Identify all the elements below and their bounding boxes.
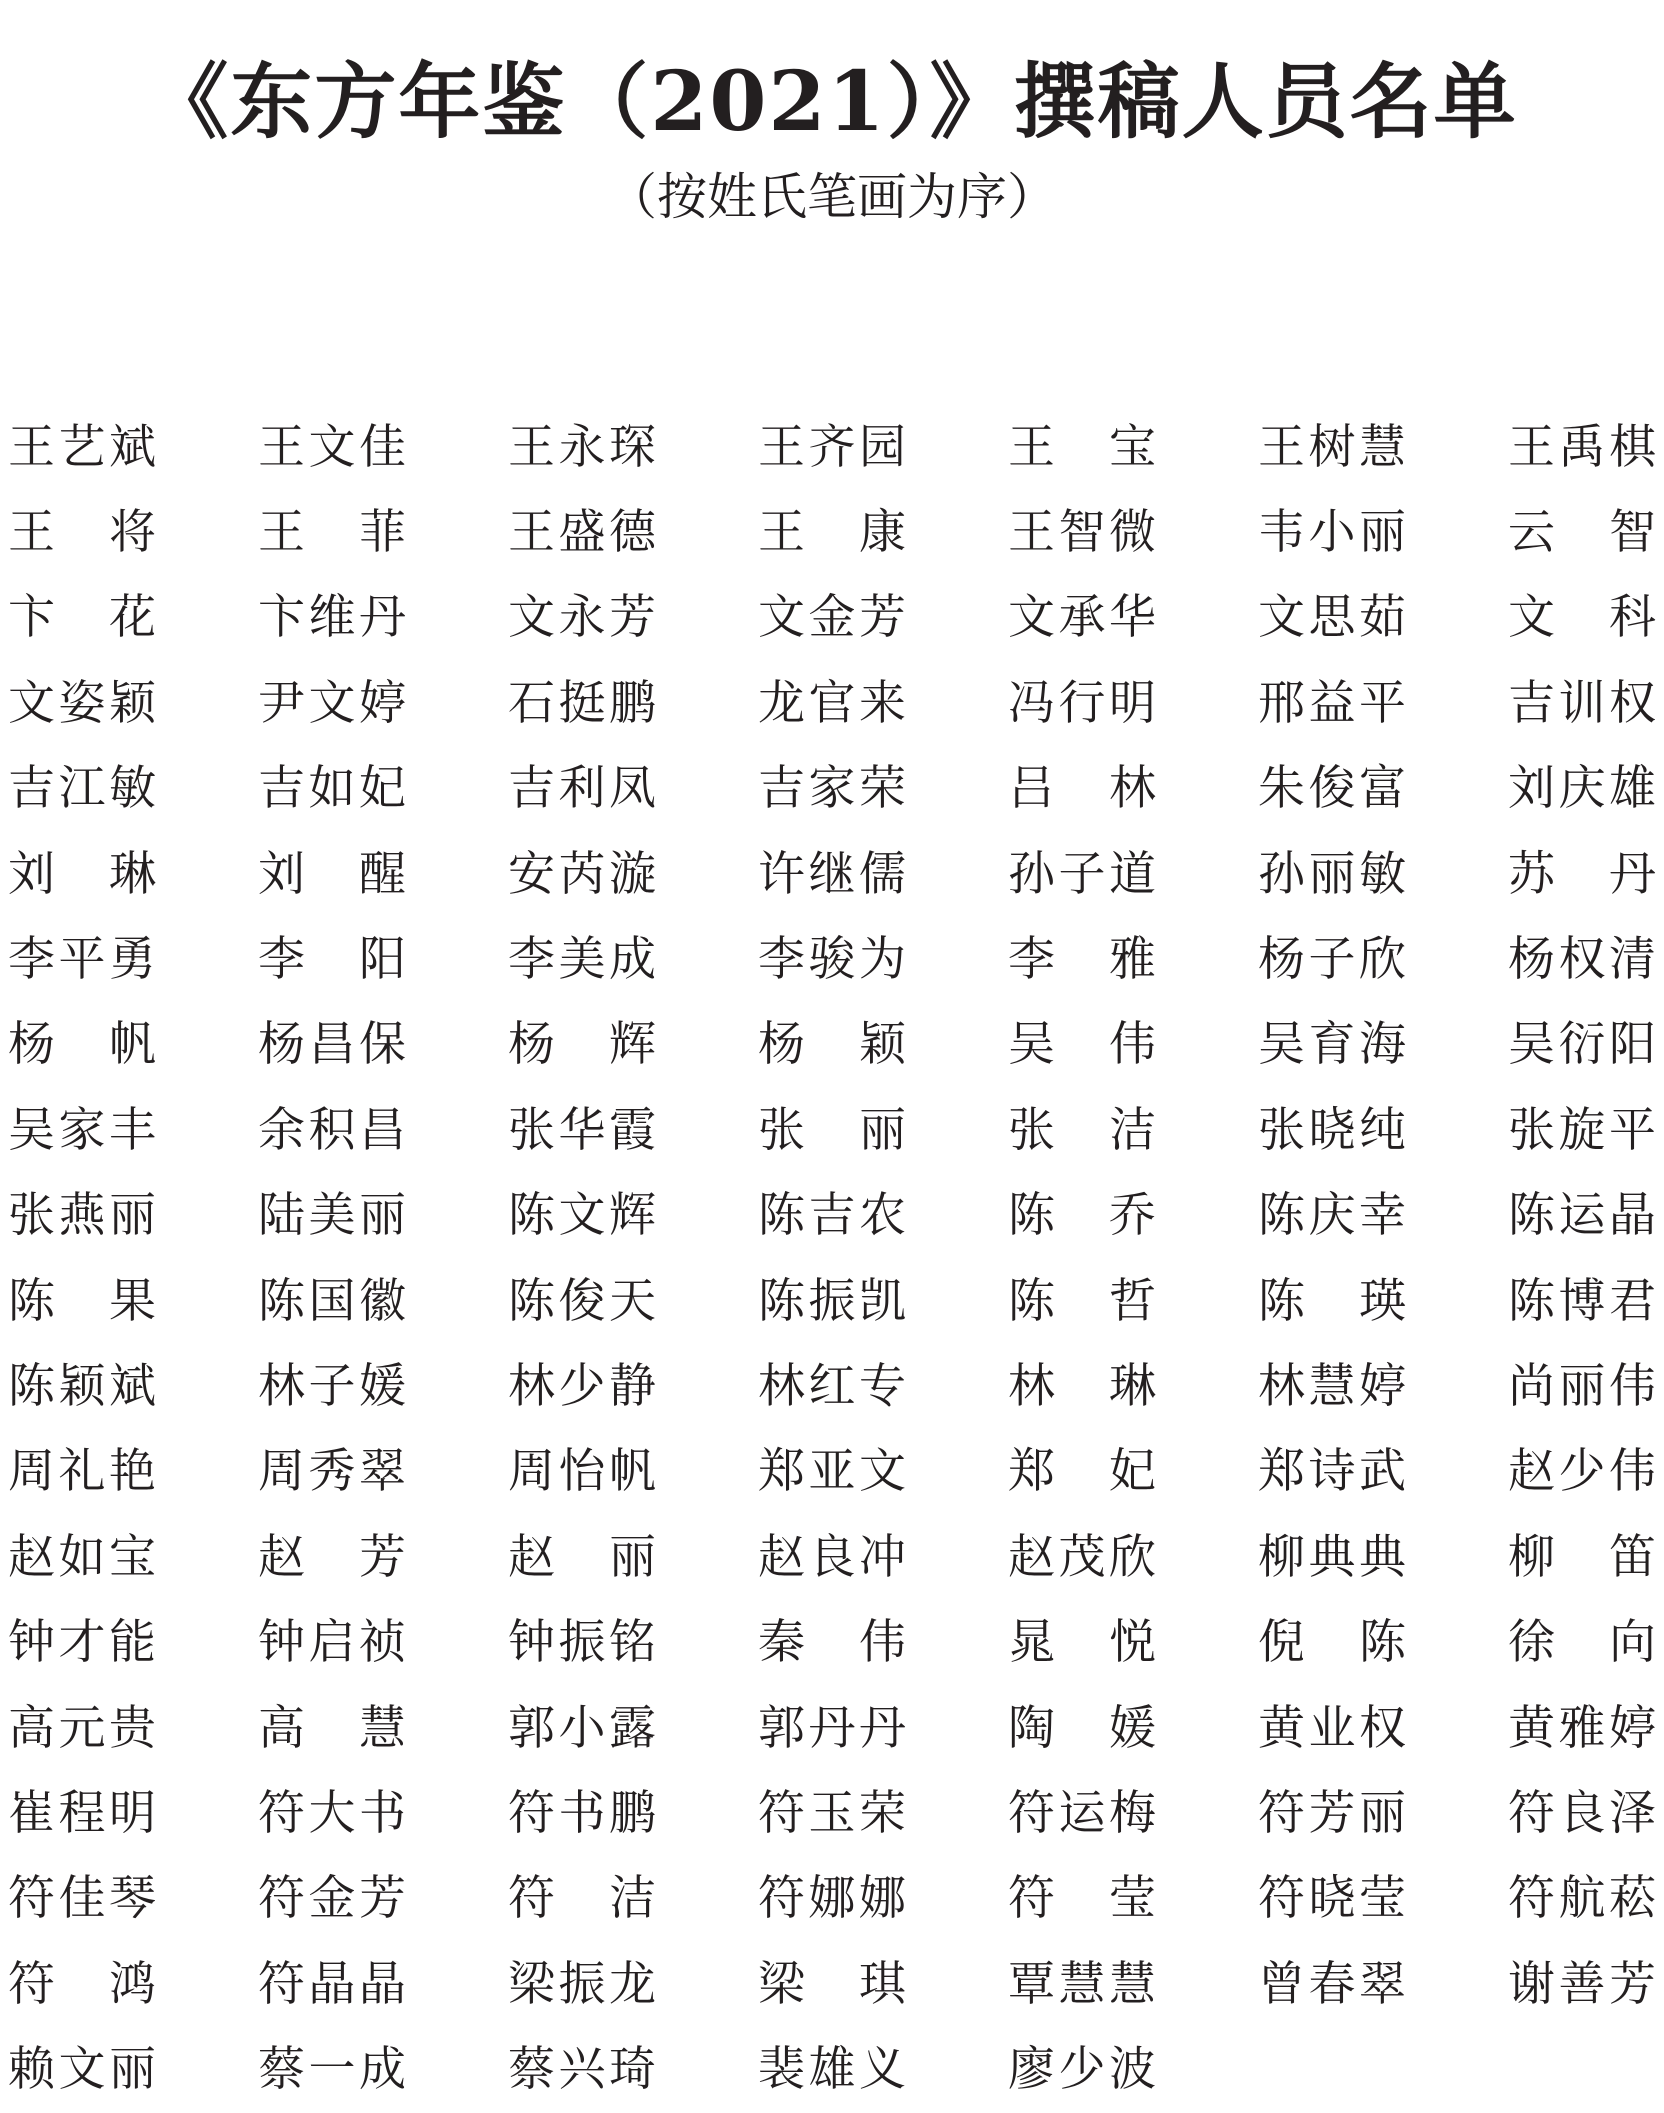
contributor-name: 符佳琴 bbox=[8, 1871, 156, 1927]
contributor-name: 王 菲 bbox=[258, 505, 406, 561]
contributor-name: 余积昌 bbox=[258, 1102, 406, 1158]
contributor-name: 尚丽伟 bbox=[1508, 1358, 1656, 1414]
contributor-name: 杨权清 bbox=[1508, 932, 1656, 988]
contributor-name: 陈颖斌 bbox=[8, 1358, 156, 1414]
contributor-name: 许继儒 bbox=[758, 846, 906, 902]
contributor-name: 安芮漩 bbox=[508, 846, 656, 902]
contributor-name: 黄雅婷 bbox=[1508, 1700, 1656, 1756]
contributor-name: 卞维丹 bbox=[258, 590, 406, 646]
contributor-name: 符玉荣 bbox=[758, 1785, 906, 1841]
contributor-name: 晁 悦 bbox=[1008, 1615, 1156, 1671]
contributor-name: 赖文丽 bbox=[8, 2042, 156, 2098]
contributor-name: 王永琛 bbox=[508, 419, 656, 475]
contributor-name: 符 莹 bbox=[1008, 1871, 1156, 1927]
contributor-name: 李骏为 bbox=[758, 932, 906, 988]
contributor-name: 陈博君 bbox=[1508, 1273, 1656, 1329]
contributor-name: 刘 醒 bbox=[258, 846, 406, 902]
contributor-name: 王 将 bbox=[8, 505, 156, 561]
contributor-name: 崔程明 bbox=[8, 1785, 156, 1841]
contributor-name: 符金芳 bbox=[258, 1871, 406, 1927]
contributor-name: 赵如宝 bbox=[8, 1529, 156, 1585]
page-title: 《东方年鉴（2021）》撰稿人员名单 bbox=[146, 54, 1518, 150]
contributor-name: 赵茂欣 bbox=[1008, 1529, 1156, 1585]
contributor-name: 黄业权 bbox=[1258, 1700, 1406, 1756]
contributor-name: 孙丽敏 bbox=[1258, 846, 1406, 902]
contributor-name: 张旋平 bbox=[1508, 1102, 1656, 1158]
contributor-name-list bbox=[8, 405, 1664, 2113]
contributor-name: 李 阳 bbox=[258, 932, 406, 988]
contributor-name: 徐 向 bbox=[1508, 1615, 1656, 1671]
contributor-name: 文思茹 bbox=[1258, 590, 1406, 646]
contributor-name: 杨 帆 bbox=[8, 1017, 156, 1073]
contributor-name: 周怡帆 bbox=[508, 1444, 656, 1500]
contributor-name: 裴雄义 bbox=[758, 2042, 906, 2098]
contributor-name: 张 丽 bbox=[758, 1102, 906, 1158]
contributor-name: 符运梅 bbox=[1008, 1785, 1156, 1841]
contributor-name: 蔡兴琦 bbox=[508, 2042, 656, 2098]
contributor-name: 吕 林 bbox=[1008, 761, 1156, 817]
contributor-name: 谢善芳 bbox=[1508, 1956, 1656, 2012]
contributor-name: 吉利凤 bbox=[508, 761, 656, 817]
contributor-name: 符 鸿 bbox=[8, 1956, 156, 2012]
contributor-name: 吉如妃 bbox=[258, 761, 406, 817]
contributor-name: 符 洁 bbox=[508, 1871, 656, 1927]
contributor-name: 刘 琳 bbox=[8, 846, 156, 902]
contributor-name: 王树慧 bbox=[1258, 419, 1406, 475]
contributor-name: 吴 伟 bbox=[1008, 1017, 1156, 1073]
contributor-name: 邢益平 bbox=[1258, 675, 1406, 731]
contributor-name: 赵 丽 bbox=[508, 1529, 656, 1585]
contributor-name: 文 科 bbox=[1508, 590, 1656, 646]
contributor-name: 林少静 bbox=[508, 1358, 656, 1414]
contributor-name: 覃慧慧 bbox=[1008, 1956, 1156, 2012]
contributor-name: 符晶晶 bbox=[258, 1956, 406, 2012]
contributor-name: 周礼艳 bbox=[8, 1444, 156, 1500]
contributor-name: 孙子道 bbox=[1008, 846, 1156, 902]
contributor-name: 林子媛 bbox=[258, 1358, 406, 1414]
contributor-name: 王禹棋 bbox=[1508, 419, 1656, 475]
contributor-name: 郑诗武 bbox=[1258, 1444, 1406, 1500]
contributor-name: 吴衍阳 bbox=[1508, 1017, 1656, 1073]
contributor-name: 吉家荣 bbox=[758, 761, 906, 817]
contributor-name: 韦小丽 bbox=[1258, 505, 1406, 561]
contributor-name: 钟振铭 bbox=[508, 1615, 656, 1671]
contributor-name: 赵少伟 bbox=[1508, 1444, 1656, 1500]
contributor-name: 高元贵 bbox=[8, 1700, 156, 1756]
contributor-name: 高 慧 bbox=[258, 1700, 406, 1756]
contributor-name: 文姿颖 bbox=[8, 675, 156, 731]
contributor-name: 符航菘 bbox=[1508, 1871, 1656, 1927]
contributor-name: 石挺鹏 bbox=[508, 675, 656, 731]
contributor-name: 张燕丽 bbox=[8, 1188, 156, 1244]
contributor-name: 符娜娜 bbox=[758, 1871, 906, 1927]
contributor-name: 陈吉农 bbox=[758, 1188, 906, 1244]
contributor-name: 吴家丰 bbox=[8, 1102, 156, 1158]
contributor-name: 梁 琪 bbox=[758, 1956, 906, 2012]
page-subtitle: （按姓氏笔画为序） bbox=[607, 168, 1057, 226]
contributor-name: 苏 丹 bbox=[1508, 846, 1656, 902]
contributor-name: 符良泽 bbox=[1508, 1785, 1656, 1841]
contributor-name: 龙官来 bbox=[758, 675, 906, 731]
contributor-name: 郑 妃 bbox=[1008, 1444, 1156, 1500]
contributor-name: 刘庆雄 bbox=[1508, 761, 1656, 817]
contributor-name: 符大书 bbox=[258, 1785, 406, 1841]
contributor-name: 赵良冲 bbox=[758, 1529, 906, 1585]
contributor-name: 杨 颖 bbox=[758, 1017, 906, 1073]
contributor-name: 柳典典 bbox=[1258, 1529, 1406, 1585]
contributor-name: 卞 花 bbox=[8, 590, 156, 646]
contributor-name: 陈俊天 bbox=[508, 1273, 656, 1329]
contributor-name: 陈文辉 bbox=[508, 1188, 656, 1244]
contributor-name: 吴育海 bbox=[1258, 1017, 1406, 1073]
contributor-name: 秦 伟 bbox=[758, 1615, 906, 1671]
contributor-name: 陈 哲 bbox=[1008, 1273, 1156, 1329]
contributor-name: 陈 果 bbox=[8, 1273, 156, 1329]
contributor-name: 杨子欣 bbox=[1258, 932, 1406, 988]
contributor-name: 郭小露 bbox=[508, 1700, 656, 1756]
contributor-name: 杨 辉 bbox=[508, 1017, 656, 1073]
contributor-name: 李平勇 bbox=[8, 932, 156, 988]
contributor-name: 李美成 bbox=[508, 932, 656, 988]
contributor-name: 符书鹏 bbox=[508, 1785, 656, 1841]
contributor-name: 杨昌保 bbox=[258, 1017, 406, 1073]
contributor-name: 倪 陈 bbox=[1258, 1615, 1406, 1671]
contributor-name: 王齐园 bbox=[758, 419, 906, 475]
contributor-name: 王艺斌 bbox=[8, 419, 156, 475]
contributor-name: 周秀翠 bbox=[258, 1444, 406, 1500]
contributor-name: 梁振龙 bbox=[508, 1956, 656, 2012]
contributor-name: 张华霞 bbox=[508, 1102, 656, 1158]
contributor-name: 陈 乔 bbox=[1008, 1188, 1156, 1244]
contributor-name: 张晓纯 bbox=[1258, 1102, 1406, 1158]
contributor-name: 吉训权 bbox=[1508, 675, 1656, 731]
contributor-name: 文承华 bbox=[1008, 590, 1156, 646]
contributor-name: 王 宝 bbox=[1008, 419, 1156, 475]
contributor-name: 柳 笛 bbox=[1508, 1529, 1656, 1585]
contributor-name: 张 洁 bbox=[1008, 1102, 1156, 1158]
contributor-name: 陈 瑛 bbox=[1258, 1273, 1406, 1329]
contributor-name: 陆美丽 bbox=[258, 1188, 406, 1244]
contributor-name: 符晓莹 bbox=[1258, 1871, 1406, 1927]
contributor-name: 吉江敏 bbox=[8, 761, 156, 817]
contributor-name: 陈国徽 bbox=[258, 1273, 406, 1329]
contributor-name: 曾春翠 bbox=[1258, 1956, 1406, 2012]
contributor-name: 林慧婷 bbox=[1258, 1358, 1406, 1414]
contributor-name: 廖少波 bbox=[1008, 2042, 1156, 2098]
contributor-name: 赵 芳 bbox=[258, 1529, 406, 1585]
contributor-name: 钟启祯 bbox=[258, 1615, 406, 1671]
contributor-name: 郭丹丹 bbox=[758, 1700, 906, 1756]
contributor-name: 文永芳 bbox=[508, 590, 656, 646]
contributor-name: 王 康 bbox=[758, 505, 906, 561]
contributor-name: 陶 媛 bbox=[1008, 1700, 1156, 1756]
contributor-name: 林红专 bbox=[758, 1358, 906, 1414]
contributor-name: 蔡一成 bbox=[258, 2042, 406, 2098]
contributor-name: 王智微 bbox=[1008, 505, 1156, 561]
contributor-name: 王文佳 bbox=[258, 419, 406, 475]
contributor-name: 云 智 bbox=[1508, 505, 1656, 561]
contributor-name: 钟才能 bbox=[8, 1615, 156, 1671]
contributor-name: 文金芳 bbox=[758, 590, 906, 646]
contributor-name: 冯行明 bbox=[1008, 675, 1156, 731]
contributor-name: 陈振凯 bbox=[758, 1273, 906, 1329]
contributor-name: 林 琳 bbox=[1008, 1358, 1156, 1414]
contributor-name: 朱俊富 bbox=[1258, 761, 1406, 817]
contributor-name: 陈庆幸 bbox=[1258, 1188, 1406, 1244]
contributor-name: 李 雅 bbox=[1008, 932, 1156, 988]
contributor-name: 郑亚文 bbox=[758, 1444, 906, 1500]
contributor-name: 尹文婷 bbox=[258, 675, 406, 731]
contributor-name: 符芳丽 bbox=[1258, 1785, 1406, 1841]
contributor-name: 王盛德 bbox=[508, 505, 656, 561]
contributor-name: 陈运晶 bbox=[1508, 1188, 1656, 1244]
